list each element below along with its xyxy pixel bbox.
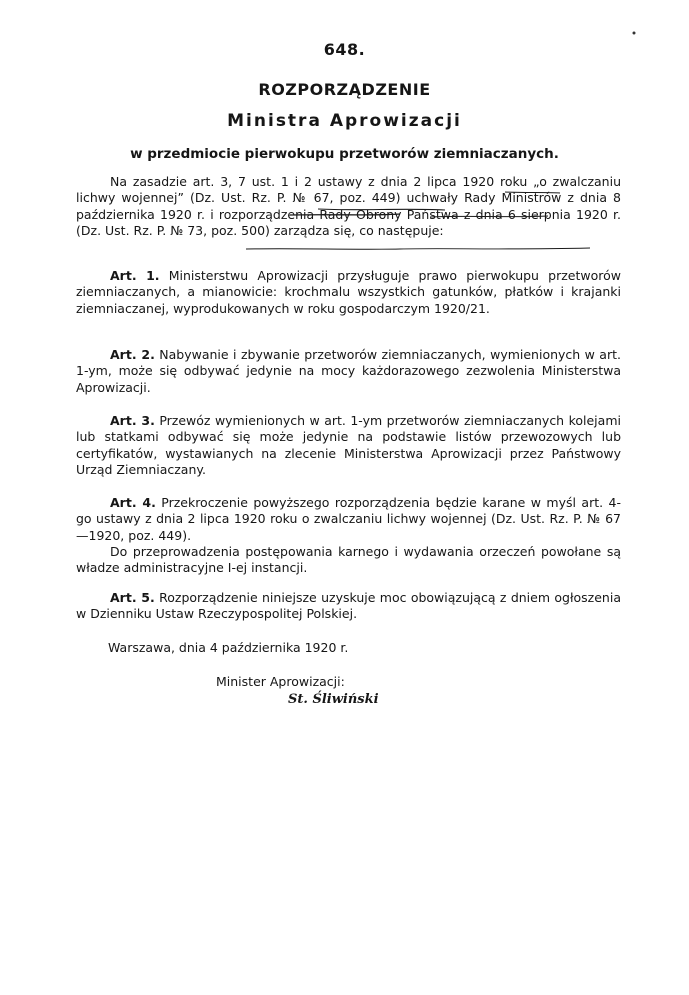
article-3-paragraph	[76, 413, 621, 478]
date-line: Warszawa, dnia 4 października 1920 r.	[108, 640, 349, 655]
article-2-label: Art. 2.	[110, 347, 155, 362]
document-subtitle: Ministra Aprowizacji	[227, 111, 462, 131]
article-4	[76, 495, 621, 576]
intro-paragraph	[76, 174, 621, 239]
article-5-label: Art. 5.	[110, 590, 155, 605]
article-3-text: Przewóz wymienionych w art. 1-ym przetworów ziemniaczanych kolejami lub statkami odbywać się może jedynie na podstawie listów przewozowych lub certyfikatów, wystawianych na zlecenie Ministerstwa Aprowizacji przez Państwowy Urząd Ziemniaczany.	[76, 413, 621, 477]
article-1-paragraph	[76, 268, 621, 317]
article-1	[76, 268, 621, 317]
signature-role: Minister Aprowizacji:	[216, 674, 345, 689]
article-1-label: Art. 1.	[110, 268, 160, 283]
article-4-text: Przekroczenie powyższego rozporządzenia będzie karane w myśl art. 4-go ustawy z dnia 2 lipca 1920 roku o zwalczaniu lichwy wojennej (Dz. Ust. Rz. P. № 67—1920, poz. 449).	[76, 495, 621, 543]
article-5-paragraph	[76, 590, 621, 623]
document-title: ROZPORZĄDZENIE	[258, 80, 431, 99]
article-4-paragraph	[76, 495, 621, 544]
article-3-label: Art. 3.	[110, 413, 155, 428]
intro-text: Na zasadzie art. 3, 7 ust. 1 i 2 ustawy z dnia 2 lipca 1920 roku „o zwalczaniu lichwy wojennej” (Dz. Ust. Rz. P. № 67, poz. 449) uchwały Rady Ministrów z dnia 8 października 1920 r. i rozporządzenia Rady Obrony Państwa z dnia 6 sierpnia 1920 r. (Dz. Ust. Rz. P. № 73, poz. 500) zarządza się, co następuje:	[76, 174, 621, 238]
article-5-text: Rozporządzenie niniejsze uzyskuje moc obowiązującą z dniem ogłoszenia w Dzienniku Ustaw Rzeczypospolitej Polskiej.	[76, 590, 621, 622]
article-2	[76, 347, 621, 396]
article-3	[76, 413, 621, 478]
article-4-paragraph-2: Do przeprowadzenia postępowania karnego i wydawania orzeczeń powołane są władze administracyjne I-ej instancji.	[76, 543, 621, 576]
article-2-text: Nabywanie i zbywanie przetworów ziemniaczanych, wymienionych w art. 1-ym, może się odbywać jedynie na mocy każdorazowego zezwolenia Ministerstwa Aprowizacji.	[76, 347, 621, 395]
article-1-text: Ministerstwu Aprowizacji przysługuje prawo pierwokupu przetworów ziemniaczanych, a mianowicie: krochmalu wszystkich gatunków, płatków i krajanki ziemniaczanej, wyprodukowanych w roku gospodarczym 1920/21.	[76, 268, 621, 316]
signature-name: St. Śliwiński	[288, 692, 379, 707]
document-topic: w przedmiocie pierwokupu przetworów ziemniaczanych.	[130, 146, 559, 162]
page-number: 648.	[323, 40, 366, 59]
article-4-label: Art. 4.	[110, 495, 156, 510]
article-5	[76, 590, 621, 623]
article-2-paragraph	[76, 347, 621, 396]
